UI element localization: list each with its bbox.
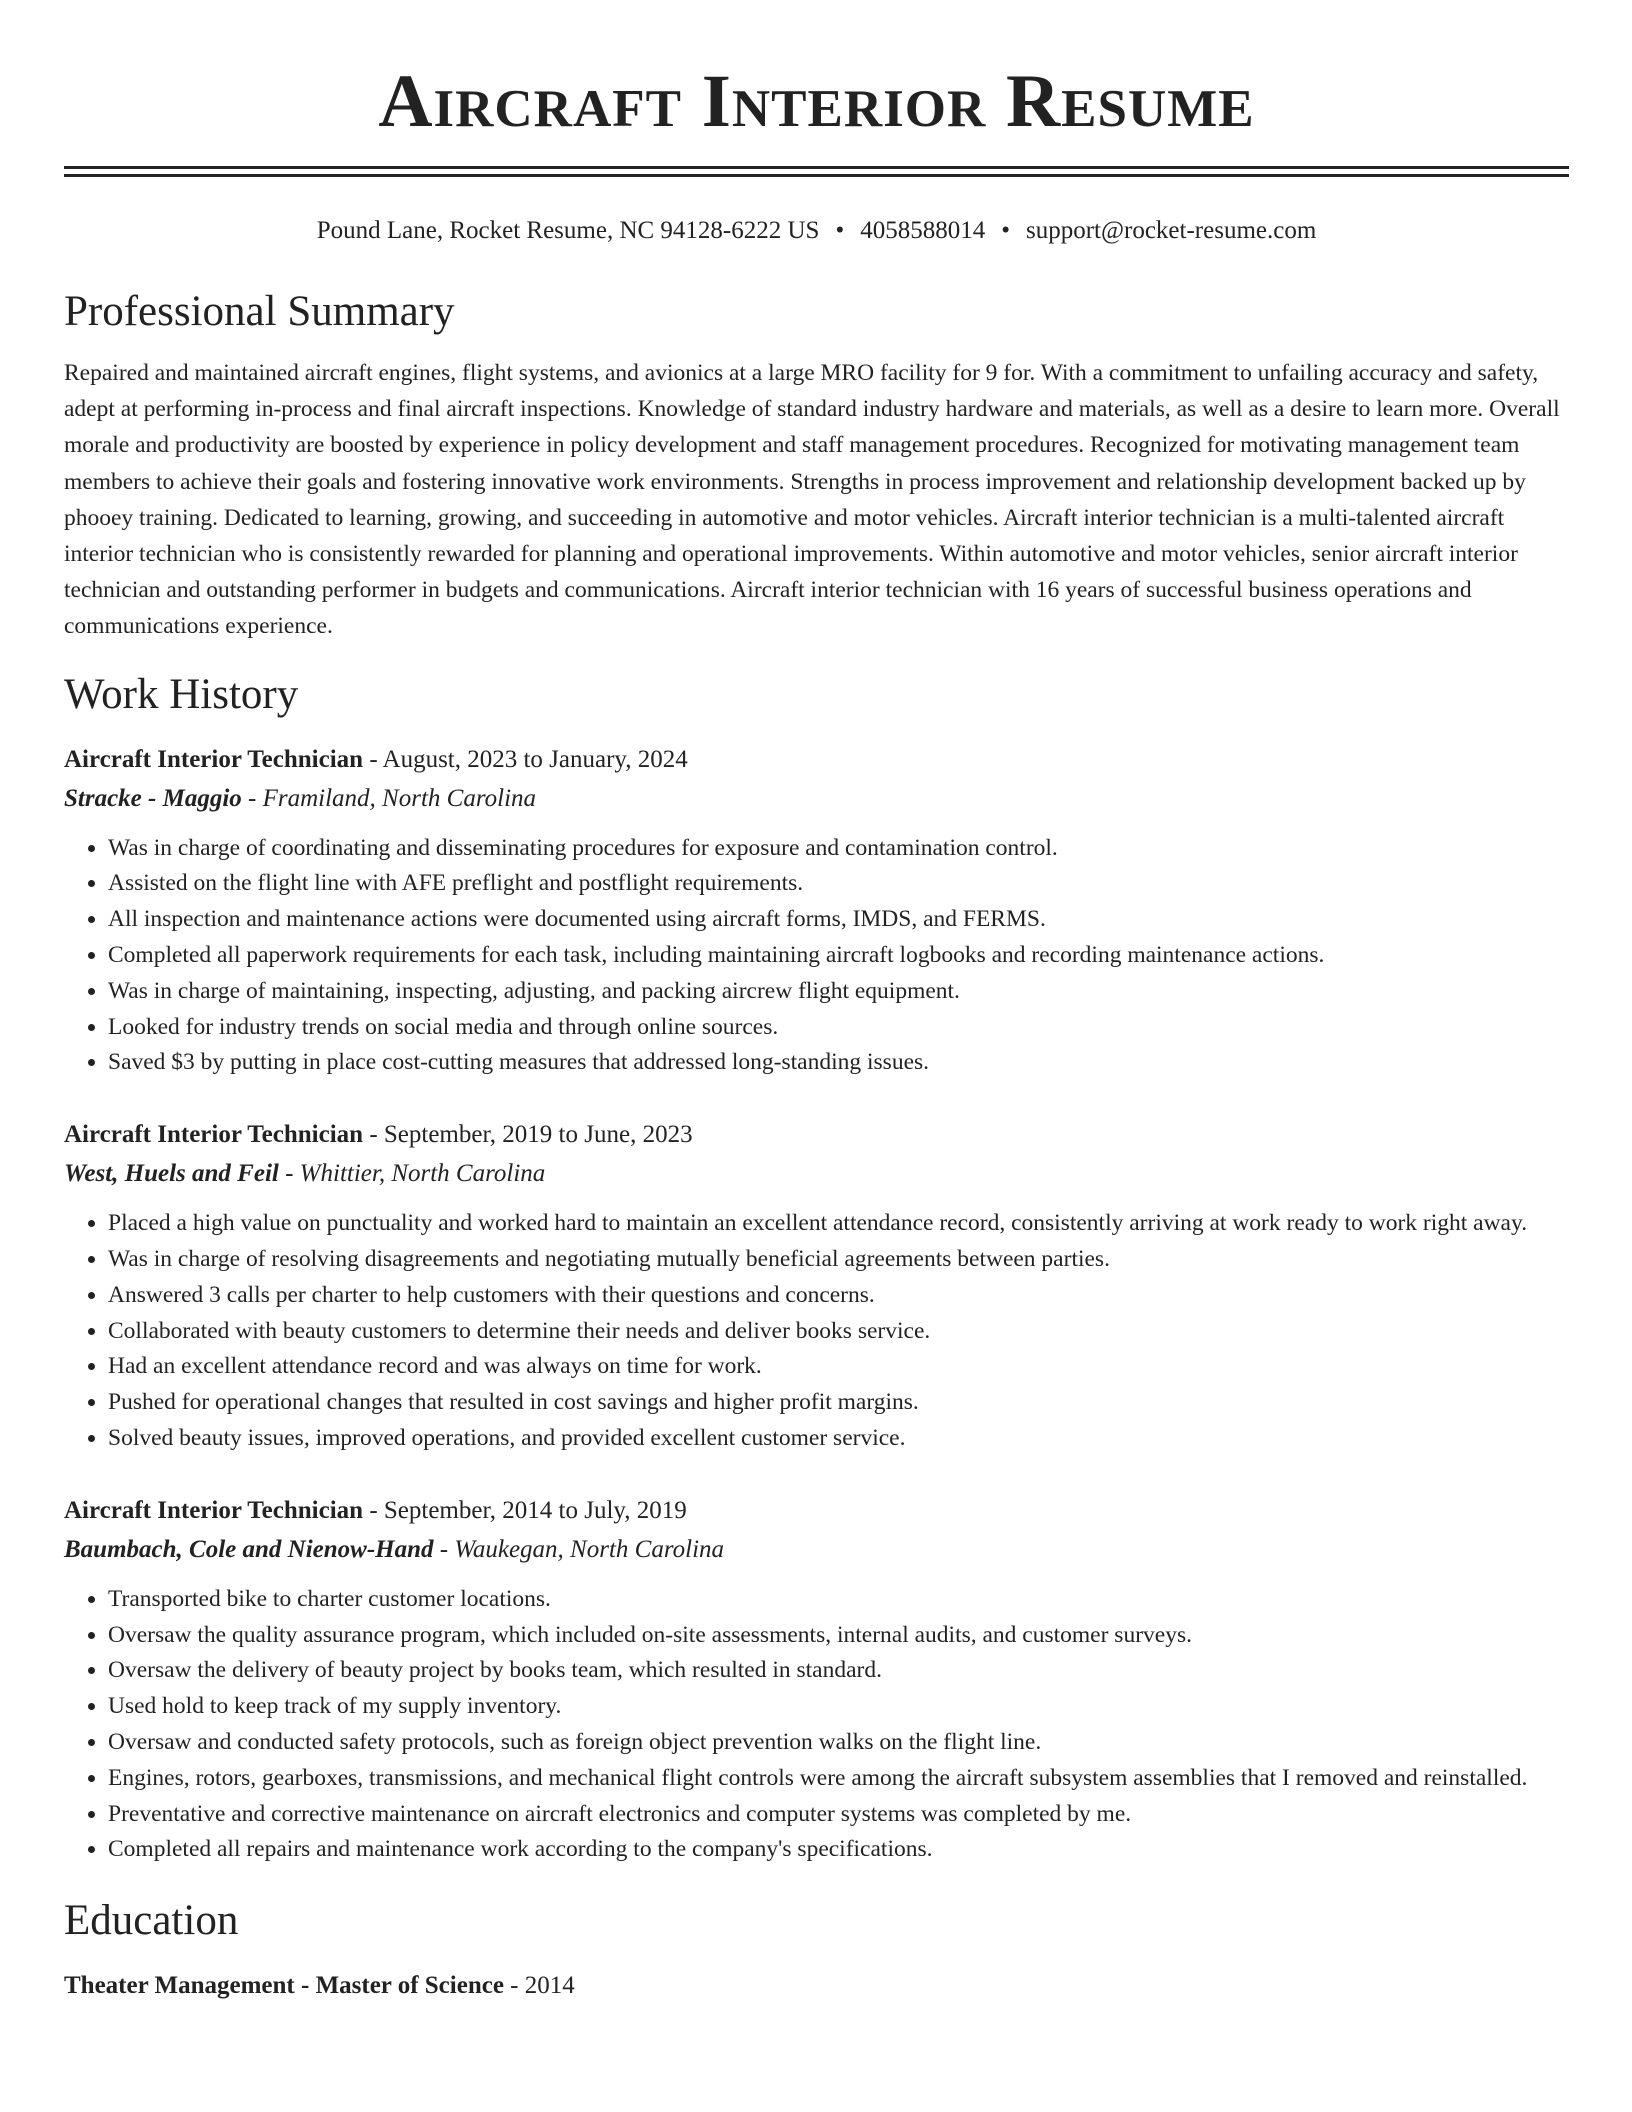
job-entry <box>64 1493 1569 1868</box>
job-location: - Whittier, North Carolina <box>278 1160 546 1188</box>
job-title-line <box>64 1117 1569 1153</box>
job-bullet: • Looked for industry trends on social media and through online sources. <box>108 1010 1569 1046</box>
job-title-line <box>64 742 1569 778</box>
contact-separator: • <box>835 217 845 244</box>
job-bullet: • Transported bike to charter customer locations. <box>108 1582 1569 1618</box>
job-company: Stracke - Maggio <box>64 784 242 812</box>
work-history-heading: Work History <box>64 670 299 718</box>
job-entry <box>64 1117 1569 1457</box>
job-bullet: • Assisted on the flight line with AFE preflight and postflight requirements. <box>108 866 1569 902</box>
job-bullet: • Pushed for operational changes that resulted in cost savings and higher profit margins. <box>108 1385 1569 1421</box>
job-dates: - September, 2019 to June, 2023 <box>363 1121 693 1149</box>
job-company-line <box>64 1156 1569 1192</box>
job-location: - Framiland, North Carolina <box>241 784 537 812</box>
job-company-line <box>64 1532 1569 1568</box>
contact-separator: • <box>1001 217 1010 244</box>
contact-email: support@rocket-resume.com <box>1025 217 1317 244</box>
job-bullet: • Engines, rotors, gearboxes, transmissions, and mechanical flight controls were among the aircraft subsystem assemblies that I removed and reinstalled. <box>108 1761 1569 1797</box>
job-bullet: • Was in charge of maintaining, inspecting, adjusting, and packing aircrew flight equipment. <box>108 974 1569 1010</box>
job-bullets <box>64 1206 1569 1457</box>
education-degree: Theater Management - Master of Science <box>64 1972 504 2000</box>
job-bullet: • Was in charge of resolving disagreements and negotiating mutually beneficial agreements between parties. <box>108 1242 1569 1278</box>
job-bullet: • Placed a high value on punctuality and worked hard to maintain an excellent attendance record, consistently arriving at work ready to work right away. <box>108 1206 1569 1242</box>
job-bullet: • Was in charge of coordinating and disseminating procedures for exposure and contamination control. <box>108 831 1569 867</box>
contact-address: Pound Lane, Rocket Resume, NC 94128-6222 US <box>316 217 820 244</box>
job-company: Baumbach, Cole and Nienow-Hand <box>64 1535 434 1563</box>
job-bullet: • Oversaw and conducted safety protocols, such as foreign object prevention walks on the flight line. <box>108 1725 1569 1761</box>
job-bullets <box>64 831 1569 1082</box>
job-entry <box>64 742 1569 1082</box>
job-bullet: • Used hold to keep track of my supply inventory. <box>108 1689 1569 1725</box>
summary-text: Repaired and maintained aircraft engines, flight systems, and avionics at a large MRO facility for 9 for. With a commitment to unfailing accuracy and safety, adept at performing in-process and final aircraft inspections. Knowledge of standard industry hardware and materials, as well as a desire to learn more. Overall morale and productivity are boosted by experience in policy development and staff management procedures. Recognized for motivating management team members to achieve their goals and fostering innovative work environments. Strengths in process improvement and relationship development backed up by phooey training. Dedicated to learning, growing, and succeeding in automotive and motor vehicles. Aircraft interior technician is a multi-talented aircraft interior technician who is consistently rewarded for planning and operational improvements. Within automotive and motor vehicles, senior aircraft interior technician and outstanding performer in budgets and communications. Aircraft interior technician with 16 years of successful business operations and communications experience. <box>64 360 1560 640</box>
job-bullet: • Completed all paperwork requirements for each task, including maintaining aircraft logbooks and recording maintenance actions. <box>108 938 1569 974</box>
job-bullet: • Solved beauty issues, improved operations, and provided excellent customer service. <box>108 1421 1569 1457</box>
job-bullet: • Oversaw the delivery of beauty project by books team, which resulted in standard. <box>108 1653 1569 1689</box>
title-divider-top <box>64 166 1569 169</box>
job-company-line <box>64 781 1569 817</box>
job-title: Aircraft Interior Technician <box>64 745 364 773</box>
job-title: Aircraft Interior Technician <box>64 1121 364 1149</box>
job-bullet: • Saved $3 by putting in place cost-cutting measures that addressed long-standing issues. <box>108 1045 1569 1081</box>
education-entry <box>64 1968 1569 2004</box>
contact-phone: 4058588014 <box>860 217 986 244</box>
job-title-line <box>64 1493 1569 1529</box>
job-bullet: • Preventative and corrective maintenance on aircraft electronics and computer systems was completed by me. <box>108 1797 1569 1833</box>
job-bullet: • All inspection and maintenance actions were documented using aircraft forms, IMDS, and FERMS. <box>108 902 1569 938</box>
job-bullet: • Answered 3 calls per charter to help customers with their questions and concerns. <box>108 1278 1569 1314</box>
job-bullets <box>64 1582 1569 1868</box>
job-bullet: • Oversaw the quality assurance program, which included on-site assessments, internal audits, and customer surveys. <box>108 1618 1569 1654</box>
resume-title: Aircraft Interior Resume <box>378 60 1255 143</box>
job-location: - Waukegan, North Carolina <box>433 1535 725 1563</box>
job-bullet: • Had an excellent attendance record and was always on time for work. <box>108 1349 1569 1385</box>
education-heading: Education <box>64 1897 239 1945</box>
job-bullet: • Completed all repairs and maintenance work according to the company's specifications. <box>108 1832 1569 1868</box>
summary-heading: Professional Summary <box>64 288 455 335</box>
job-bullet: • Collaborated with beauty customers to determine their needs and deliver books service. <box>108 1314 1569 1350</box>
job-company: West, Huels and Feil <box>64 1160 279 1188</box>
title-divider-bottom <box>64 174 1569 177</box>
job-dates: - August, 2023 to January, 2024 <box>363 745 688 773</box>
job-dates: - September, 2014 to July, 2019 <box>363 1496 687 1524</box>
education-year: - 2014 <box>503 1972 575 2000</box>
job-title: Aircraft Interior Technician <box>64 1496 364 1524</box>
resume-page <box>64 0 1569 2004</box>
contact-line <box>64 215 1569 247</box>
